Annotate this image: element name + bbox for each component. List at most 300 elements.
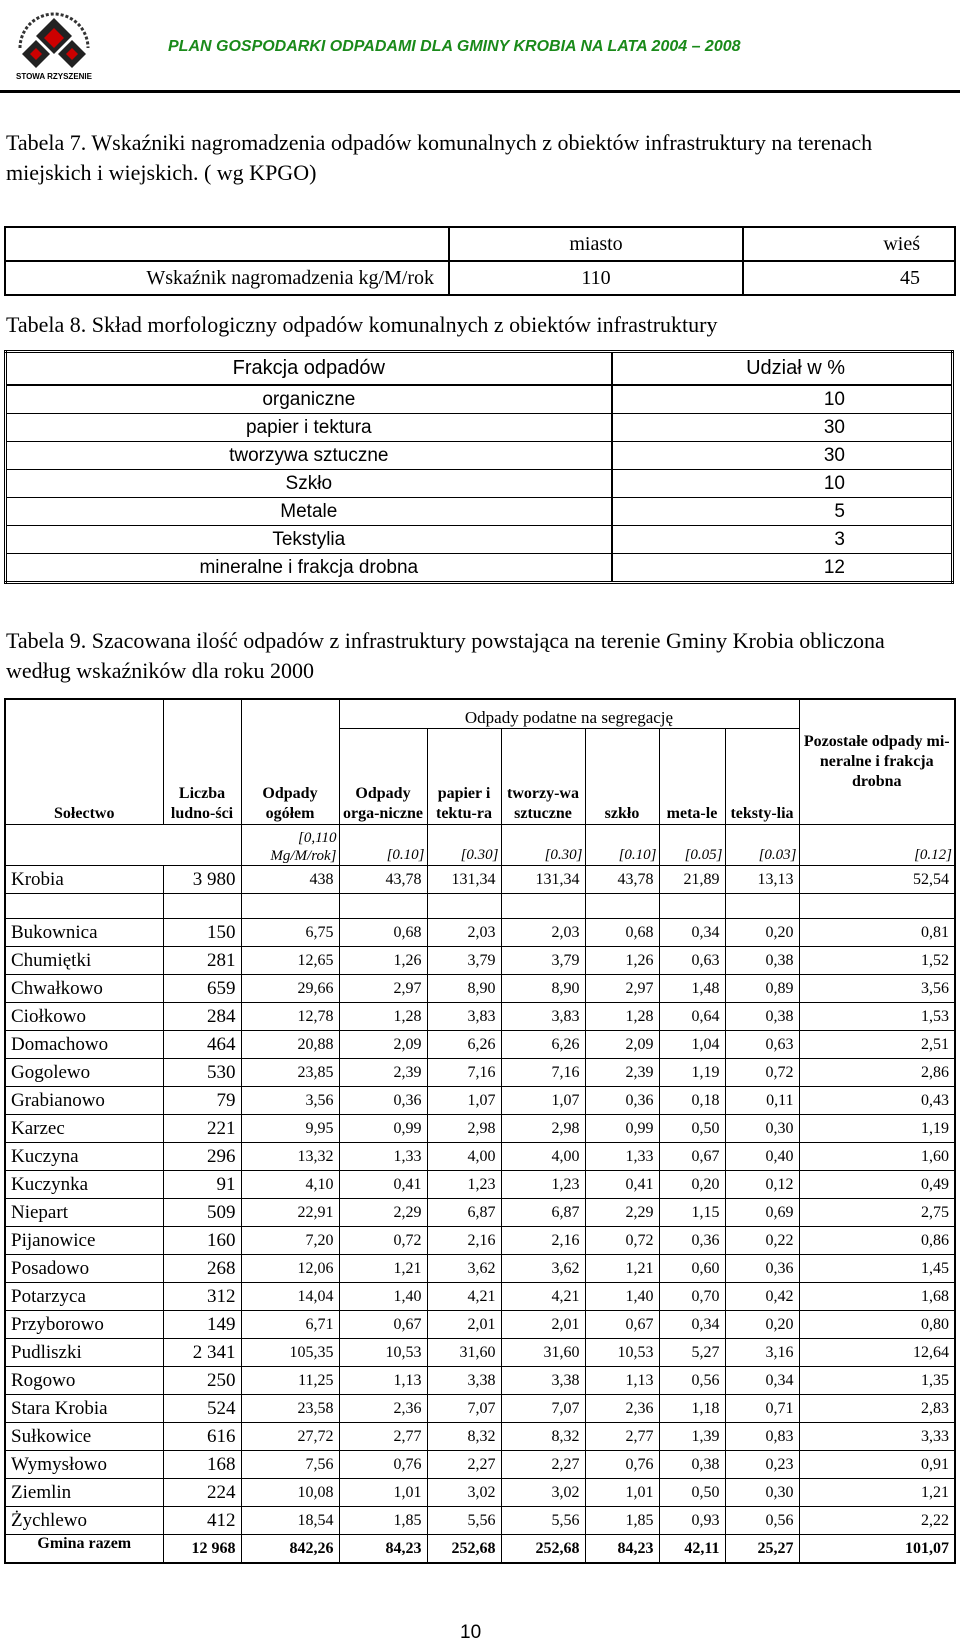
cell-name: Gogolewo bbox=[5, 1059, 163, 1087]
cell-remaining: 1,21 bbox=[799, 1479, 955, 1507]
cell-plastics: 2,98 bbox=[501, 1115, 585, 1143]
cell-organic: 1,21 bbox=[339, 1255, 427, 1283]
cell-name: Pudliszki bbox=[5, 1339, 163, 1367]
cell-metals: 1,18 bbox=[659, 1395, 725, 1423]
cell-population: 616 bbox=[163, 1423, 241, 1451]
cell-glass: 2,36 bbox=[585, 1395, 659, 1423]
cell-total: 7,56 bbox=[241, 1451, 339, 1479]
cell-metals: 0,60 bbox=[659, 1255, 725, 1283]
cell-total: 10,08 bbox=[241, 1479, 339, 1507]
head-population: Liczba ludno-ści bbox=[163, 699, 241, 825]
table8-row-value: 12 bbox=[612, 554, 953, 583]
cell-population: 284 bbox=[163, 1003, 241, 1031]
table8-row-name: Metale bbox=[6, 498, 612, 526]
cell-plastics: 252,68 bbox=[501, 1535, 585, 1564]
cell-remaining: 2,75 bbox=[799, 1199, 955, 1227]
cell-population: 221 bbox=[163, 1115, 241, 1143]
cell-plastics: 3,62 bbox=[501, 1255, 585, 1283]
table-row bbox=[5, 1367, 955, 1395]
spacer-cell bbox=[427, 894, 501, 919]
cell-metals: 0,67 bbox=[659, 1143, 725, 1171]
cell-paper: 252,68 bbox=[427, 1535, 501, 1564]
cell-total: 4,10 bbox=[241, 1171, 339, 1199]
cell-organic: 1,01 bbox=[339, 1479, 427, 1507]
cell-remaining: 1,68 bbox=[799, 1283, 955, 1311]
spacer-cell bbox=[5, 894, 163, 919]
cell-total: 11,25 bbox=[241, 1367, 339, 1395]
cell-metals: 1,04 bbox=[659, 1031, 725, 1059]
cell-glass: 1,85 bbox=[585, 1507, 659, 1535]
unit-textiles: [0.03] bbox=[725, 825, 799, 866]
cell-total: 22,91 bbox=[241, 1199, 339, 1227]
cell-metals: 5,27 bbox=[659, 1339, 725, 1367]
cell-remaining: 1,45 bbox=[799, 1255, 955, 1283]
table8-head-fraction: Frakcja odpadów bbox=[6, 352, 612, 386]
cell-population: 3 980 bbox=[163, 866, 241, 894]
cell-name: Bukownica bbox=[5, 919, 163, 947]
table-row bbox=[5, 1395, 955, 1423]
cell-name: Żychlewo bbox=[5, 1507, 163, 1535]
table-row bbox=[5, 1227, 955, 1255]
cell-organic: 2,09 bbox=[339, 1031, 427, 1059]
cell-remaining: 101,07 bbox=[799, 1535, 955, 1564]
cell-organic: 1,28 bbox=[339, 1003, 427, 1031]
spacer-cell bbox=[241, 894, 339, 919]
cell-total: 105,35 bbox=[241, 1339, 339, 1367]
table8 bbox=[4, 350, 954, 584]
table7-caption: Tabela 7. Wskaźniki nagromadzenia odpadów komunalnych z obiektów infrastruktury na terenach miejskich i wiejskich. ( wg KPGO) bbox=[6, 130, 873, 185]
cell-glass: 0,72 bbox=[585, 1227, 659, 1255]
cell-remaining: 0,86 bbox=[799, 1227, 955, 1255]
cell-organic: 1,85 bbox=[339, 1507, 427, 1535]
cell-population: 659 bbox=[163, 975, 241, 1003]
head-segregation-group: Odpady podatne na segregację bbox=[339, 699, 799, 729]
table-row bbox=[5, 1283, 955, 1311]
table-row bbox=[5, 1339, 955, 1367]
cell-organic: 2,36 bbox=[339, 1395, 427, 1423]
head-total-waste: Odpady ogółem bbox=[241, 699, 339, 825]
cell-name: Stara Krobia bbox=[5, 1395, 163, 1423]
table-row bbox=[5, 1059, 955, 1087]
cell-paper: 7,16 bbox=[427, 1059, 501, 1087]
cell-glass: 0,41 bbox=[585, 1171, 659, 1199]
cell-organic: 0,99 bbox=[339, 1115, 427, 1143]
cell-plastics: 4,00 bbox=[501, 1143, 585, 1171]
cell-paper: 6,87 bbox=[427, 1199, 501, 1227]
table-row bbox=[5, 947, 955, 975]
cell-plastics: 3,83 bbox=[501, 1003, 585, 1031]
spacer-row bbox=[5, 894, 955, 919]
table-row bbox=[5, 1311, 955, 1339]
cell-name: Rogowo bbox=[5, 1367, 163, 1395]
cell-plastics: 2,16 bbox=[501, 1227, 585, 1255]
cell-paper: 8,32 bbox=[427, 1423, 501, 1451]
cell-population: 464 bbox=[163, 1031, 241, 1059]
cell-textiles: 0,30 bbox=[725, 1115, 799, 1143]
table8-row-value: 10 bbox=[612, 470, 953, 498]
cell-paper: 3,38 bbox=[427, 1367, 501, 1395]
cell-organic: 1,40 bbox=[339, 1283, 427, 1311]
cell-textiles: 0,34 bbox=[725, 1367, 799, 1395]
cell-textiles: 0,20 bbox=[725, 1311, 799, 1339]
cell-name: Kuczyna bbox=[5, 1143, 163, 1171]
spacer-cell bbox=[163, 894, 241, 919]
cell-name: Grabianowo bbox=[5, 1087, 163, 1115]
cell-name: Przyborowo bbox=[5, 1311, 163, 1339]
head-metals: meta-le bbox=[659, 729, 725, 825]
cell-remaining: 1,19 bbox=[799, 1115, 955, 1143]
cell-total: 23,58 bbox=[241, 1395, 339, 1423]
cell-plastics: 3,79 bbox=[501, 947, 585, 975]
cell-organic: 2,77 bbox=[339, 1423, 427, 1451]
cell-remaining: 0,91 bbox=[799, 1451, 955, 1479]
cell-textiles: 0,42 bbox=[725, 1283, 799, 1311]
cell-textiles: 0,71 bbox=[725, 1395, 799, 1423]
cell-plastics: 6,87 bbox=[501, 1199, 585, 1227]
cell-remaining: 2,22 bbox=[799, 1507, 955, 1535]
table8-row-value: 30 bbox=[612, 442, 953, 470]
cell-population: 281 bbox=[163, 947, 241, 975]
cell-population: 160 bbox=[163, 1227, 241, 1255]
head-glass: szkło bbox=[585, 729, 659, 825]
cell-paper: 3,02 bbox=[427, 1479, 501, 1507]
cell-metals: 1,19 bbox=[659, 1059, 725, 1087]
table-row bbox=[5, 1199, 955, 1227]
cell-plastics: 1,07 bbox=[501, 1087, 585, 1115]
cell-population: 224 bbox=[163, 1479, 241, 1507]
cell-total: 9,95 bbox=[241, 1115, 339, 1143]
table7-col-wies: wieś bbox=[743, 227, 955, 261]
cell-metals: 0,18 bbox=[659, 1087, 725, 1115]
table8-row-name: organiczne bbox=[6, 385, 612, 414]
unit-paper: [0.30] bbox=[427, 825, 501, 866]
cell-paper: 2,01 bbox=[427, 1311, 501, 1339]
cell-remaining: 0,49 bbox=[799, 1171, 955, 1199]
table8-row-value: 10 bbox=[612, 385, 953, 414]
table8-row-name: Tekstylia bbox=[6, 526, 612, 554]
cell-name: Chumiętki bbox=[5, 947, 163, 975]
cell-remaining: 52,54 bbox=[799, 866, 955, 894]
table-row bbox=[5, 1143, 955, 1171]
cell-paper: 7,07 bbox=[427, 1395, 501, 1423]
table8-head-share: Udział w % bbox=[612, 352, 953, 386]
cell-population: 530 bbox=[163, 1059, 241, 1087]
cell-metals: 0,50 bbox=[659, 1479, 725, 1507]
cell-paper: 3,79 bbox=[427, 947, 501, 975]
cell-total: 438 bbox=[241, 866, 339, 894]
cell-remaining: 0,80 bbox=[799, 1311, 955, 1339]
table8-row-name: mineralne i frakcja drobna bbox=[6, 554, 612, 583]
cell-textiles: 0,22 bbox=[725, 1227, 799, 1255]
cell-name: Kuczynka bbox=[5, 1171, 163, 1199]
table9-caption: Tabela 9. Szacowana ilość odpadów z infrastruktury powstająca na terenie Gminy Krobia obliczona według wskaźników dla roku 2000 bbox=[6, 628, 885, 683]
spacer-cell bbox=[799, 894, 955, 919]
cell-textiles: 0,63 bbox=[725, 1031, 799, 1059]
cell-glass: 2,77 bbox=[585, 1423, 659, 1451]
cell-glass: 10,53 bbox=[585, 1339, 659, 1367]
cell-name: Krobia bbox=[5, 866, 163, 894]
table9 bbox=[4, 698, 956, 1564]
cell-textiles: 0,23 bbox=[725, 1451, 799, 1479]
table8-row-value: 3 bbox=[612, 526, 953, 554]
cell-plastics: 5,56 bbox=[501, 1507, 585, 1535]
cell-name: Wymysłowo bbox=[5, 1451, 163, 1479]
unit-remaining: [0.12] bbox=[799, 825, 955, 866]
cell-organic: 2,97 bbox=[339, 975, 427, 1003]
cell-glass: 1,26 bbox=[585, 947, 659, 975]
cell-textiles: 0,38 bbox=[725, 1003, 799, 1031]
cell-plastics: 8,32 bbox=[501, 1423, 585, 1451]
spacer-cell bbox=[339, 894, 427, 919]
cell-name: Sułkowice bbox=[5, 1423, 163, 1451]
table-row bbox=[5, 1087, 955, 1115]
head-solectwo: Sołectwo bbox=[5, 699, 163, 825]
cell-metals: 0,36 bbox=[659, 1227, 725, 1255]
cell-population: 79 bbox=[163, 1087, 241, 1115]
cell-metals: 21,89 bbox=[659, 866, 725, 894]
cell-remaining: 3,56 bbox=[799, 975, 955, 1003]
unit-empty bbox=[163, 825, 241, 866]
cell-total: 842,26 bbox=[241, 1535, 339, 1564]
cell-name: Domachowo bbox=[5, 1031, 163, 1059]
cell-paper: 2,03 bbox=[427, 919, 501, 947]
cell-glass: 0,68 bbox=[585, 919, 659, 947]
cell-name: Pijanowice bbox=[5, 1227, 163, 1255]
cell-plastics: 2,01 bbox=[501, 1311, 585, 1339]
cell-remaining: 2,86 bbox=[799, 1059, 955, 1087]
cell-paper: 131,34 bbox=[427, 866, 501, 894]
cell-remaining: 3,33 bbox=[799, 1423, 955, 1451]
cell-remaining: 2,83 bbox=[799, 1395, 955, 1423]
cell-metals: 1,15 bbox=[659, 1199, 725, 1227]
cell-total: 23,85 bbox=[241, 1059, 339, 1087]
unit-empty bbox=[5, 825, 163, 866]
cell-name: Ciołkowo bbox=[5, 1003, 163, 1031]
cell-plastics: 4,21 bbox=[501, 1283, 585, 1311]
cell-metals: 1,39 bbox=[659, 1423, 725, 1451]
cell-textiles: 0,69 bbox=[725, 1199, 799, 1227]
cell-population: 412 bbox=[163, 1507, 241, 1535]
cell-paper: 2,16 bbox=[427, 1227, 501, 1255]
cell-total: 12,06 bbox=[241, 1255, 339, 1283]
cell-paper: 31,60 bbox=[427, 1339, 501, 1367]
cell-metals: 0,38 bbox=[659, 1451, 725, 1479]
cell-plastics: 131,34 bbox=[501, 866, 585, 894]
cell-glass: 0,36 bbox=[585, 1087, 659, 1115]
cell-organic: 0,68 bbox=[339, 919, 427, 947]
cell-organic: 0,76 bbox=[339, 1451, 427, 1479]
cell-remaining: 1,60 bbox=[799, 1143, 955, 1171]
cell-remaining: 1,35 bbox=[799, 1367, 955, 1395]
cell-plastics: 8,90 bbox=[501, 975, 585, 1003]
cell-paper: 6,26 bbox=[427, 1031, 501, 1059]
cell-total: 20,88 bbox=[241, 1031, 339, 1059]
table7-empty-head bbox=[5, 227, 449, 261]
table-row bbox=[5, 919, 955, 947]
document-title: PLAN GOSPODARKI ODPADAMI DLA GMINY KROBIA NA LATA 2004 – 2008 bbox=[168, 38, 741, 55]
head-plastics: tworzy-wa sztuczne bbox=[501, 729, 585, 825]
cell-population: 268 bbox=[163, 1255, 241, 1283]
spacer-cell bbox=[501, 894, 585, 919]
cell-name: Posadowo bbox=[5, 1255, 163, 1283]
head-textiles: teksty-lia bbox=[725, 729, 799, 825]
cell-population: 296 bbox=[163, 1143, 241, 1171]
cell-plastics: 3,02 bbox=[501, 1479, 585, 1507]
table-row bbox=[5, 1451, 955, 1479]
cell-population: 12 968 bbox=[163, 1535, 241, 1564]
table7-val-wies: 45 bbox=[743, 261, 955, 295]
cell-population: 509 bbox=[163, 1199, 241, 1227]
cell-textiles: 0,89 bbox=[725, 975, 799, 1003]
head-remaining: Pozostałe odpady mi-neralne i frakcja drobna bbox=[799, 699, 955, 825]
cell-metals: 0,34 bbox=[659, 1311, 725, 1339]
cell-paper: 2,27 bbox=[427, 1451, 501, 1479]
cell-metals: 0,93 bbox=[659, 1507, 725, 1535]
cell-remaining: 1,53 bbox=[799, 1003, 955, 1031]
unit-plastics: [0.30] bbox=[501, 825, 585, 866]
cell-plastics: 1,23 bbox=[501, 1171, 585, 1199]
header-divider bbox=[0, 90, 960, 93]
spacer-cell bbox=[725, 894, 799, 919]
head-paper: papier i tektu-ra bbox=[427, 729, 501, 825]
table-row bbox=[5, 1423, 955, 1451]
cell-metals: 1,48 bbox=[659, 975, 725, 1003]
cell-paper: 1,07 bbox=[427, 1087, 501, 1115]
cell-remaining: 2,51 bbox=[799, 1031, 955, 1059]
cell-total: 6,75 bbox=[241, 919, 339, 947]
cell-metals: 0,56 bbox=[659, 1367, 725, 1395]
cell-glass: 84,23 bbox=[585, 1535, 659, 1564]
cell-organic: 1,26 bbox=[339, 947, 427, 975]
cell-plastics: 7,16 bbox=[501, 1059, 585, 1087]
cell-total: 18,54 bbox=[241, 1507, 339, 1535]
table8-row-name: tworzywa sztuczne bbox=[6, 442, 612, 470]
cell-textiles: 0,83 bbox=[725, 1423, 799, 1451]
cell-paper: 4,21 bbox=[427, 1283, 501, 1311]
cell-remaining: 0,43 bbox=[799, 1087, 955, 1115]
cell-organic: 0,67 bbox=[339, 1311, 427, 1339]
cell-glass: 1,40 bbox=[585, 1283, 659, 1311]
cell-population: 168 bbox=[163, 1451, 241, 1479]
cell-paper: 1,23 bbox=[427, 1171, 501, 1199]
cell-paper: 4,00 bbox=[427, 1143, 501, 1171]
table-row bbox=[5, 975, 955, 1003]
cell-textiles: 0,38 bbox=[725, 947, 799, 975]
cell-paper: 3,62 bbox=[427, 1255, 501, 1283]
cell-organic: 2,29 bbox=[339, 1199, 427, 1227]
table-row bbox=[5, 1003, 955, 1031]
cell-population: 250 bbox=[163, 1367, 241, 1395]
cell-population: 2 341 bbox=[163, 1339, 241, 1367]
cell-metals: 42,11 bbox=[659, 1535, 725, 1564]
cell-textiles: 0,11 bbox=[725, 1087, 799, 1115]
cell-plastics: 31,60 bbox=[501, 1339, 585, 1367]
cell-total: 3,56 bbox=[241, 1087, 339, 1115]
cell-organic: 10,53 bbox=[339, 1339, 427, 1367]
cell-organic: 0,41 bbox=[339, 1171, 427, 1199]
table-row bbox=[5, 1507, 955, 1535]
cell-textiles: 0,40 bbox=[725, 1143, 799, 1171]
cell-organic: 84,23 bbox=[339, 1535, 427, 1564]
table8-row-name: Szkło bbox=[6, 470, 612, 498]
table7 bbox=[4, 226, 956, 296]
cell-glass: 1,13 bbox=[585, 1367, 659, 1395]
spacer-cell bbox=[659, 894, 725, 919]
cell-total: 6,71 bbox=[241, 1311, 339, 1339]
cell-name: Niepart bbox=[5, 1199, 163, 1227]
cell-glass: 2,09 bbox=[585, 1031, 659, 1059]
cell-population: 91 bbox=[163, 1171, 241, 1199]
cell-name: Chwałkowo bbox=[5, 975, 163, 1003]
cell-glass: 0,76 bbox=[585, 1451, 659, 1479]
cell-glass: 1,28 bbox=[585, 1003, 659, 1031]
cell-glass: 1,33 bbox=[585, 1143, 659, 1171]
cell-metals: 0,64 bbox=[659, 1003, 725, 1031]
cell-name: Ziemlin bbox=[5, 1479, 163, 1507]
table7-col-miasto: miasto bbox=[449, 227, 743, 261]
page-number: 10 bbox=[460, 1622, 482, 1643]
cell-textiles: 13,13 bbox=[725, 866, 799, 894]
table8-row-value: 5 bbox=[612, 498, 953, 526]
cell-organic: 1,33 bbox=[339, 1143, 427, 1171]
table-row bbox=[5, 1115, 955, 1143]
cell-plastics: 6,26 bbox=[501, 1031, 585, 1059]
cell-glass: 2,29 bbox=[585, 1199, 659, 1227]
cell-name: Potarzyca bbox=[5, 1283, 163, 1311]
cell-name: Karzec bbox=[5, 1115, 163, 1143]
cell-glass: 0,99 bbox=[585, 1115, 659, 1143]
unit-metals: [0.05] bbox=[659, 825, 725, 866]
cell-population: 524 bbox=[163, 1395, 241, 1423]
logo-caption: STOWA RZYSZENIE bbox=[15, 72, 92, 81]
cell-metals: 0,50 bbox=[659, 1115, 725, 1143]
cell-paper: 5,56 bbox=[427, 1507, 501, 1535]
cell-textiles: 0,56 bbox=[725, 1507, 799, 1535]
cell-paper: 8,90 bbox=[427, 975, 501, 1003]
cell-textiles: 3,16 bbox=[725, 1339, 799, 1367]
cell-population: 149 bbox=[163, 1311, 241, 1339]
table-row-total bbox=[5, 1535, 955, 1564]
cell-total: 13,32 bbox=[241, 1143, 339, 1171]
cell-total: 7,20 bbox=[241, 1227, 339, 1255]
table8-caption: Tabela 8. Skład morfologiczny odpadów komunalnych z obiektów infrastruktury bbox=[6, 312, 718, 337]
cell-population: 150 bbox=[163, 919, 241, 947]
cell-plastics: 3,38 bbox=[501, 1367, 585, 1395]
cell-metals: 0,20 bbox=[659, 1171, 725, 1199]
cell-remaining: 0,81 bbox=[799, 919, 955, 947]
cell-organic: 43,78 bbox=[339, 866, 427, 894]
cell-metals: 0,70 bbox=[659, 1283, 725, 1311]
cell-organic: 0,72 bbox=[339, 1227, 427, 1255]
table-row bbox=[5, 1171, 955, 1199]
cell-glass: 1,21 bbox=[585, 1255, 659, 1283]
cell-glass: 1,01 bbox=[585, 1479, 659, 1507]
cell-total: 12,65 bbox=[241, 947, 339, 975]
table-row bbox=[5, 1031, 955, 1059]
cell-metals: 0,34 bbox=[659, 919, 725, 947]
cell-plastics: 2,03 bbox=[501, 919, 585, 947]
cell-plastics: 2,27 bbox=[501, 1451, 585, 1479]
cell-textiles: 0,20 bbox=[725, 919, 799, 947]
cell-population: 312 bbox=[163, 1283, 241, 1311]
table-row-krobia bbox=[5, 866, 955, 894]
table-row bbox=[5, 1255, 955, 1283]
cell-textiles: 25,27 bbox=[725, 1535, 799, 1564]
cell-total: 14,04 bbox=[241, 1283, 339, 1311]
page-header bbox=[0, 0, 960, 90]
head-organic: Odpady orga-niczne bbox=[339, 729, 427, 825]
cell-glass: 0,67 bbox=[585, 1311, 659, 1339]
